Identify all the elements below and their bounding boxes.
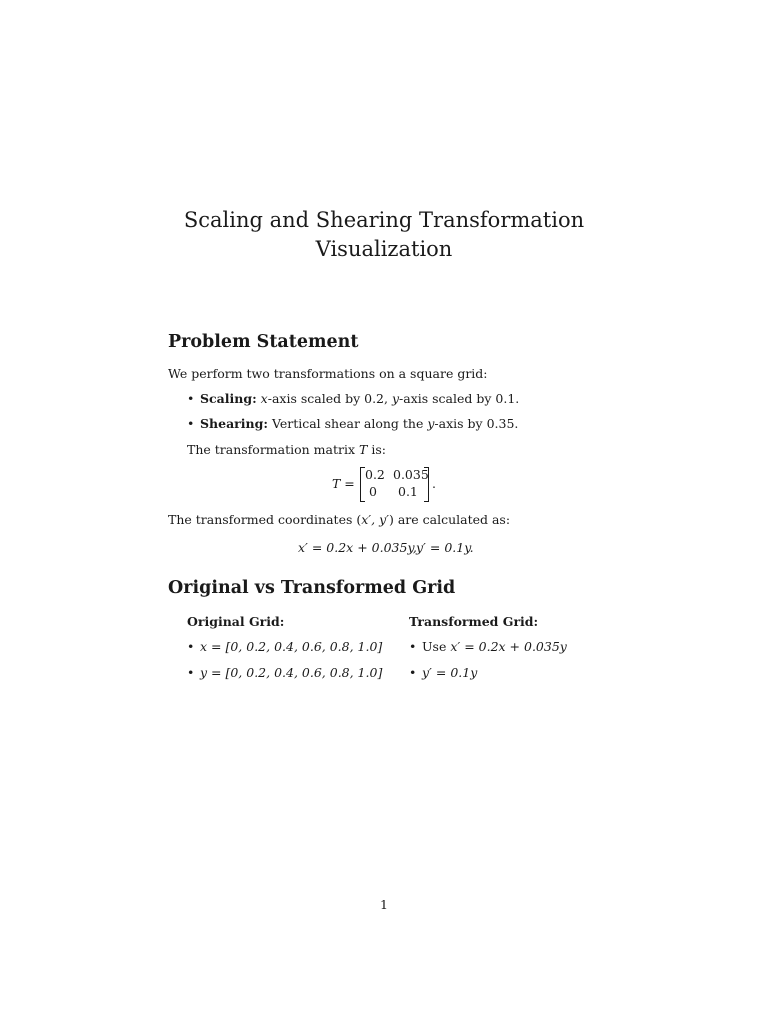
text: The transformation matrix [187, 442, 360, 457]
title-line-1: Scaling and Shearing Transformation [183, 208, 585, 232]
title-line-2: Visualization [315, 237, 453, 261]
matrix-end-period: . [432, 476, 436, 491]
bullet-dot: • [187, 391, 195, 406]
math-text: y = [0, 0.2, 0.4, 0.6, 0.8, 1.0] [200, 665, 383, 680]
math-var: x′, y′ [361, 512, 389, 527]
bullet-dot: • [409, 665, 417, 680]
math-var: y [391, 391, 400, 406]
matrix-intro [187, 442, 386, 458]
bullet-shearing [187, 416, 518, 432]
section-heading-grid: Original vs Transformed Grid [168, 578, 456, 598]
math-text: x′ = 0.2x + 0.035y [450, 639, 567, 654]
matrix-lhs: T = [332, 476, 355, 491]
transformed-grid-item-y [409, 665, 477, 681]
original-grid-item-x [187, 639, 382, 655]
bullet-scaling [187, 391, 519, 407]
math-var: x [260, 391, 268, 406]
coords-intro [168, 512, 510, 528]
bullet-dot: • [187, 665, 195, 680]
bullet-dot: • [187, 639, 195, 654]
bullet-dot: • [409, 639, 417, 654]
bullet-text: Vertical shear along the [271, 416, 428, 431]
equation-x-prime: x′ = 0.2x + 0.035y, [298, 540, 417, 555]
math-text: x = [0, 0.2, 0.4, 0.6, 0.8, 1.0] [200, 639, 383, 654]
text: ) are calculated as: [388, 512, 511, 527]
equation-y-prime: y′ = 0.1y. [416, 540, 474, 555]
original-grid-item-y [187, 665, 382, 681]
matrix-cell-1-1: 0.1 [398, 484, 418, 499]
text: is: [367, 442, 386, 457]
document-title [0, 206, 768, 264]
bullet-dot: • [187, 416, 195, 431]
intro-paragraph: We perform two transformations on a square grid: [168, 366, 488, 381]
text: Use [422, 639, 451, 654]
bullet-text: -axis by 0.35. [434, 416, 519, 431]
page-number: 1 [380, 897, 388, 912]
bullet-label: Scaling: [200, 391, 257, 406]
bullet-text: -axis scaled by 0.2, [267, 391, 392, 406]
math-var: y [427, 416, 435, 431]
math-var: T [359, 442, 368, 457]
original-grid-heading: Original Grid: [187, 614, 285, 629]
bullet-text: -axis scaled by 0.1. [399, 391, 520, 406]
section-heading-problem-statement: Problem Statement [168, 332, 359, 352]
transformed-grid-item-x [409, 639, 567, 655]
text: The transformed coordinates ( [168, 512, 362, 527]
math-text: y′ = 0.1y [422, 665, 478, 680]
matrix-cell-0-1: 0.035 [393, 467, 429, 482]
matrix-cell-1-0: 0 [369, 484, 377, 499]
transformed-grid-heading: Transformed Grid: [409, 614, 539, 629]
bullet-label: Shearing: [200, 416, 268, 431]
matrix-cell-0-0: 0.2 [365, 467, 385, 482]
